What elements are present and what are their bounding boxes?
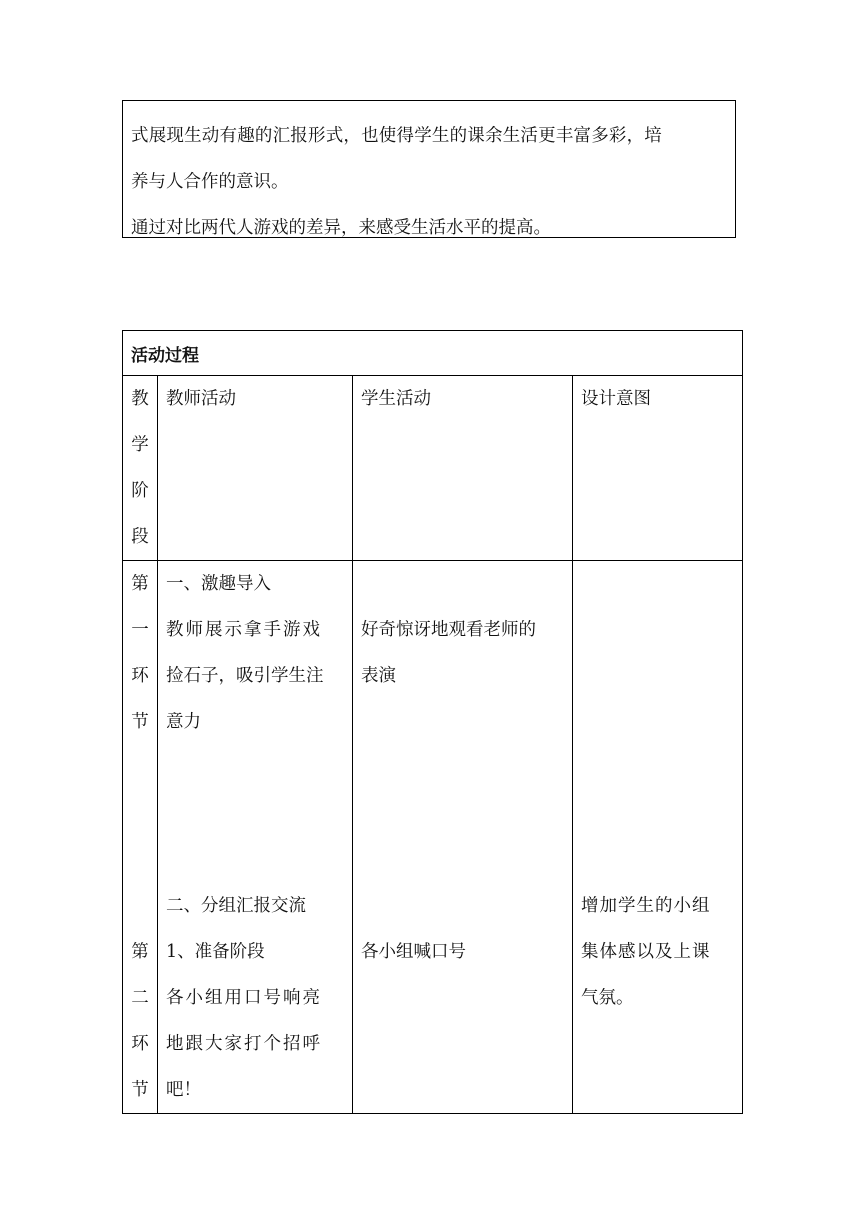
- teacher-text: 吧！: [166, 1080, 201, 1100]
- header-stage-char: 阶: [131, 481, 149, 501]
- stage-char: 第: [131, 942, 149, 962]
- stage-char: 节: [131, 712, 149, 732]
- teacher-text: 各小组用口号响亮: [166, 988, 322, 1008]
- stage-char: 节: [131, 1080, 149, 1100]
- design-text: 集体感以及上课: [581, 942, 711, 962]
- header-design-intent: [573, 376, 743, 561]
- table-title: 活动过程: [123, 331, 743, 376]
- header-student-activity: [353, 376, 573, 561]
- objective-line-2: 养与人合作的意识。: [131, 172, 289, 192]
- header-teacher-activity: [158, 376, 353, 561]
- teacher-text: 教师展示拿手游戏: [166, 620, 322, 640]
- table-title-row: [123, 331, 743, 376]
- activity-process-table: [122, 330, 743, 1114]
- student-text: 各小组喊口号: [361, 942, 466, 962]
- teacher-text: 地跟大家打个招呼: [166, 1034, 322, 1054]
- stage-char: 第: [131, 574, 149, 594]
- header-teacher-label: 教师活动: [166, 389, 236, 409]
- student-text: 表演: [361, 666, 396, 686]
- header-stage-char: 教: [131, 389, 149, 409]
- header-student-label: 学生活动: [361, 389, 431, 409]
- header-design-label: 设计意图: [581, 389, 651, 409]
- design-text: 气氛。: [581, 988, 634, 1008]
- stage-char: 一: [131, 620, 149, 640]
- teacher-activity-cell: [158, 561, 353, 1114]
- stage-char: 二: [131, 988, 149, 1008]
- objective-line-1: 式展现生动有趣的汇报形式，也使得学生的课余生活更丰富多彩，培: [131, 126, 662, 146]
- student-activity-cell: [353, 561, 573, 1114]
- stage-char: 环: [131, 666, 149, 686]
- stage-cell: [123, 561, 158, 1114]
- stage-char: 环: [131, 1034, 149, 1054]
- objective-line-3: 通过对比两代人游戏的差异，来感受生活水平的提高。: [131, 218, 551, 238]
- teacher-text: 1、准备阶段: [166, 942, 265, 962]
- header-stage-char: 段: [131, 527, 149, 547]
- teacher-text: 意力: [166, 712, 201, 732]
- objectives-box: [122, 100, 736, 238]
- section-heading: 一、激趣导入: [166, 574, 271, 594]
- student-text: 好奇惊讶地观看老师的: [361, 620, 536, 640]
- header-stage-char: 学: [131, 435, 149, 455]
- design-intent-cell: [573, 561, 743, 1114]
- table-row: [123, 561, 743, 1114]
- header-stage: [123, 376, 158, 561]
- section-heading: 二、分组汇报交流: [166, 896, 306, 916]
- design-text: 增加学生的小组: [581, 896, 711, 916]
- teacher-text: 捡石子，吸引学生注: [166, 666, 324, 686]
- table-header-row: [123, 376, 743, 561]
